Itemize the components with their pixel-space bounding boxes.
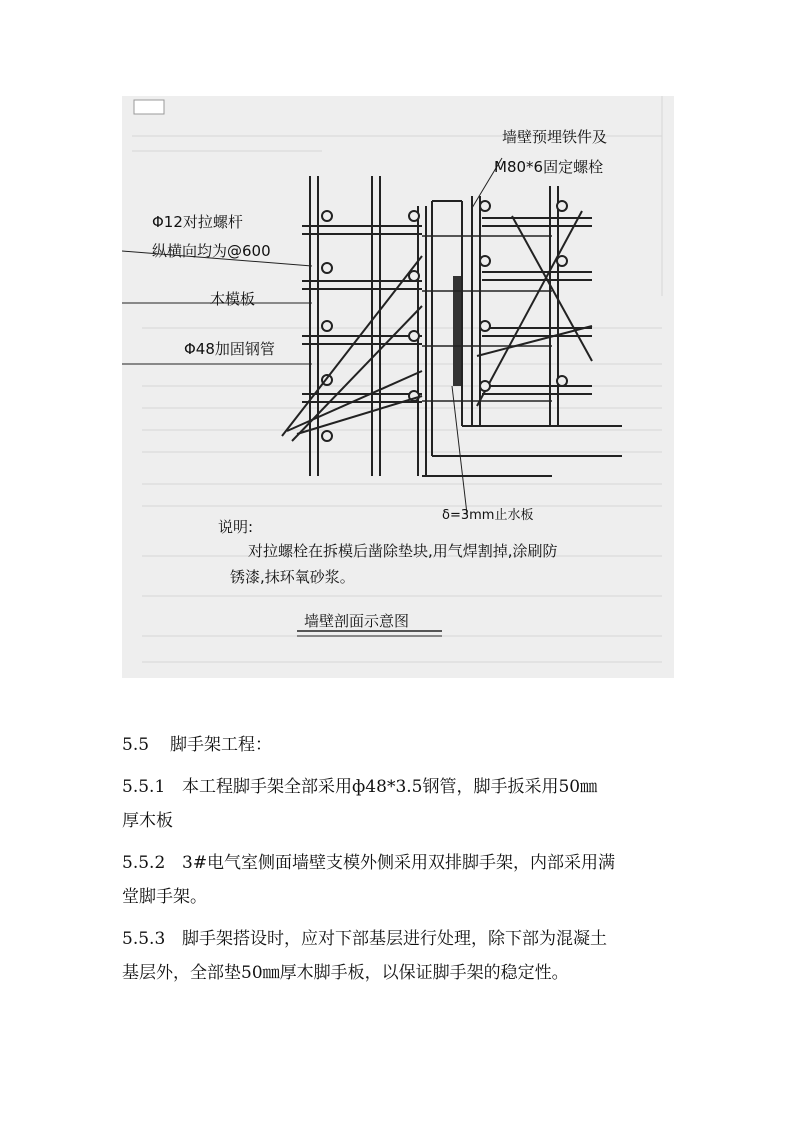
label-tie-rod: Φ12对拉螺杆 [152,213,243,231]
item-5-5-1 [122,770,674,838]
item-line-1: 本工程脚手架全部采用ф48*3.5钢管，脚手扳采用50㎜ [182,777,598,797]
item-number: 5.5.2 [122,853,166,873]
label-embedded-iron: 墙壁预埋铁件及 [502,128,608,146]
label-steel-pipe: Φ48加固钢管 [184,340,275,358]
item-5-5-3 [122,922,674,990]
wall-section-diagram [122,96,674,678]
note-title: 说明: [218,518,254,536]
section-heading [122,728,674,762]
item-line-2: 厚木板 [122,811,173,831]
figure-caption: 墙壁剖面示意图 [304,612,410,630]
label-waterstop: δ=3mm止水板 [442,508,534,523]
item-5-5-2 [122,846,674,914]
heading-number: 5.5 [122,735,150,755]
heading-text: 脚手架工程： [170,735,272,755]
label-wood-formwork: 木模板 [210,290,256,308]
label-fixing-bolt: M80*6固定螺栓 [494,158,604,176]
label-rod-spacing: 纵横向均为@600 [152,242,271,260]
item-line-1: 脚手架搭设时，应对下部基层进行处理，除下部为混凝土 [182,929,607,949]
item-number: 5.5.1 [122,777,166,797]
note-line-1: 对拉螺栓在拆模后凿除垫块,用气焊割掉,涂刷防 [248,542,558,560]
item-number: 5.5.3 [122,929,166,949]
section-5-5 [122,728,674,990]
item-line-1: 3#电气室侧面墙壁支模外侧采用双排脚手架，内部采用满 [182,853,616,873]
item-line-2: 堂脚手架。 [122,887,207,907]
item-line-2: 基层外，全部垫50㎜厚木脚手板，以保证脚手架的稳定性。 [122,963,569,983]
note-line-2: 锈漆,抹环氧砂浆。 [230,568,355,586]
diagram-drawing [122,96,674,678]
